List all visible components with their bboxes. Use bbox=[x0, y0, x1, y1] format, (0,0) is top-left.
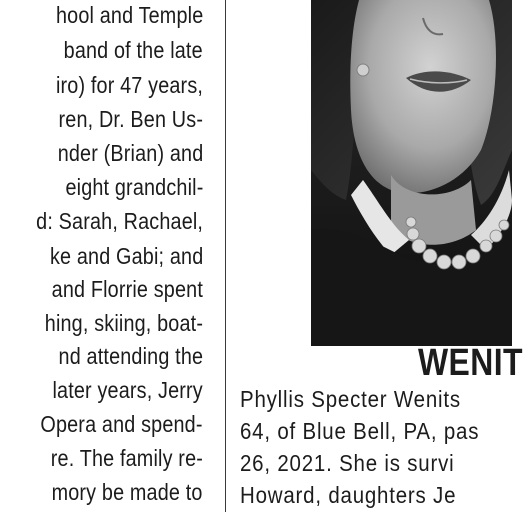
left-text-line: hool and Temple bbox=[55, 2, 203, 28]
right-text-line: 26, 2021. She is survi bbox=[240, 450, 455, 476]
left-text-line: mory be made to bbox=[51, 479, 203, 505]
right-text-line: Howard, daughters Je bbox=[240, 482, 457, 508]
right-text-line: 64, of Blue Bell, PA, pas bbox=[240, 418, 480, 444]
heading-text: WENIT bbox=[418, 342, 523, 384]
column-divider bbox=[225, 0, 226, 512]
right-obituary-column bbox=[240, 383, 512, 512]
left-text-line: iro) for 47 years, bbox=[55, 72, 203, 98]
left-text-line: Opera and spend- bbox=[40, 411, 203, 437]
left-text-line: d: Sarah, Rachael, bbox=[36, 208, 203, 234]
left-text-line: re. The family re- bbox=[50, 445, 203, 471]
left-text-line: later years, Jerry bbox=[52, 377, 203, 403]
left-text-line: eight grandchil- bbox=[64, 174, 203, 200]
left-text-line: nder (Brian) and bbox=[57, 140, 203, 166]
left-text-line: and Florrie spent bbox=[51, 276, 203, 302]
left-text-line: band of the late bbox=[63, 37, 203, 63]
obituary-name-heading bbox=[418, 340, 523, 386]
right-text-line: Phyllis Specter Wenits bbox=[240, 386, 461, 412]
left-obituary-column bbox=[0, 0, 203, 512]
portrait-photo bbox=[311, 0, 512, 346]
left-text-line: ren, Dr. Ben Us- bbox=[58, 106, 203, 132]
left-text-line: ke and Gabi; and bbox=[49, 243, 203, 269]
left-text-line: hing, skiing, boat- bbox=[44, 310, 203, 336]
left-text-line: nd attending the bbox=[58, 343, 203, 369]
